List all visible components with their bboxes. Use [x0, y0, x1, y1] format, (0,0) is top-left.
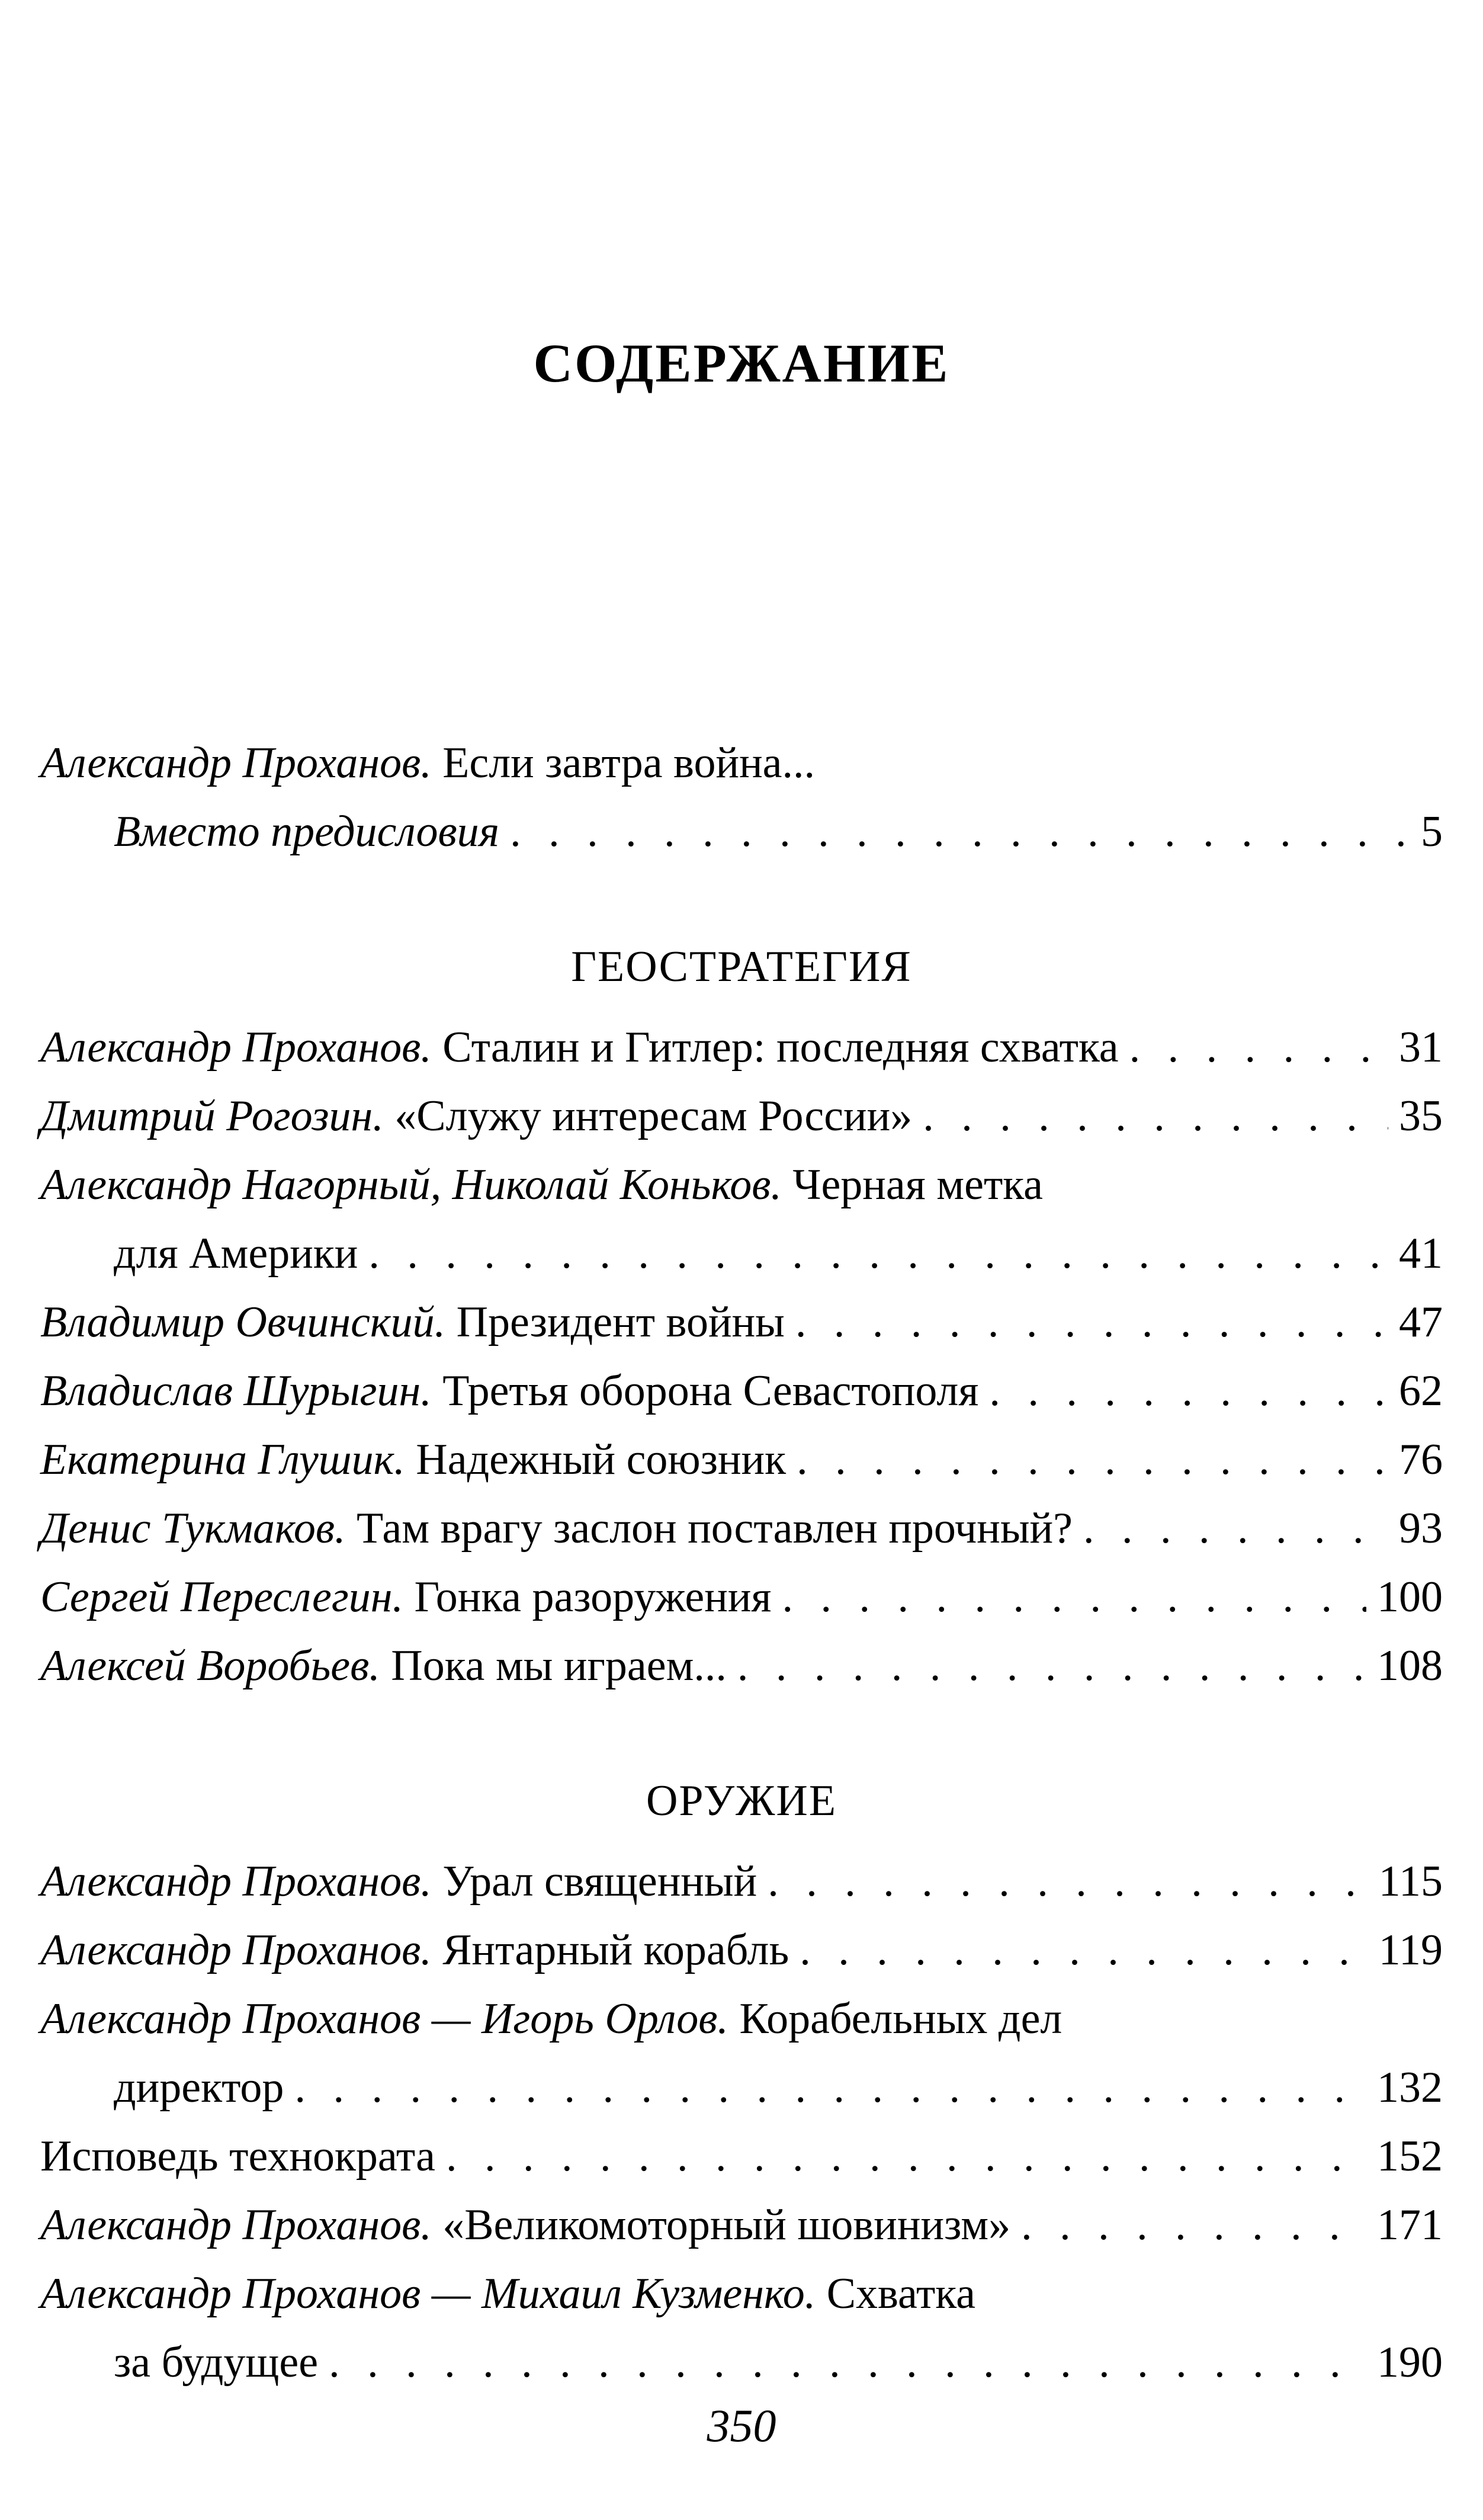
toc-entry-page: 47: [1399, 1298, 1443, 1346]
toc-entry: [40, 1425, 1443, 1494]
section-heading-geostrategy: ГЕОСТРАТЕГИЯ: [571, 942, 912, 991]
toc-entry-page: 152: [1377, 2132, 1443, 2181]
toc-entry-line: [40, 1494, 1443, 1563]
dot-leader: [737, 1631, 1366, 1700]
toc-entry-title: «Служу интересам России»: [394, 1092, 913, 1140]
toc-entry-continuation: за будущее: [114, 2338, 319, 2387]
dot-leader: [1021, 2191, 1366, 2259]
toc-entry-author: Денис Тукмаков.: [40, 1504, 346, 1553]
page-title: СОДЕРЖАНИЕ: [533, 333, 950, 393]
toc-entry-last-line: [40, 1219, 1443, 1288]
toc-entry: [40, 2191, 1443, 2259]
toc-entry-first-line: [40, 729, 1443, 797]
toc-entry-space: [380, 1631, 391, 1700]
toc-entry-line: [40, 1563, 1443, 1631]
toc-entry-subtitle: Вместо предисловия: [114, 807, 500, 856]
toc-entry-continuation: директор: [114, 2063, 284, 2112]
toc-entry-space: [816, 2259, 827, 2328]
section-gap: [40, 866, 1443, 932]
toc-entry-space: [432, 1357, 443, 1425]
toc-entry-line: [40, 2191, 1443, 2259]
dot-leader: [368, 1219, 1388, 1288]
toc-entry-space: [432, 1916, 443, 1984]
toc-entry: [40, 1563, 1443, 1631]
toc-entry-page: 35: [1399, 1092, 1443, 1140]
page-number: 350: [707, 2400, 776, 2451]
toc-entry-line: [40, 1288, 1443, 1357]
toc-entry-title: Корабельных дел: [739, 1995, 1063, 2043]
dot-leader: [768, 1847, 1368, 1916]
toc-entry-title: Президент войны: [456, 1298, 785, 1346]
dot-leader: [795, 1288, 1388, 1357]
toc-entry-space: [728, 1984, 740, 2053]
toc-entry-title: Исповедь технократа: [40, 2132, 435, 2181]
toc-entry-continuation: для Америки: [114, 1229, 358, 1278]
toc-entry: [40, 1082, 1443, 1150]
toc-entry-author: Александр Нагорный, Николай Коньков.: [40, 1160, 782, 1209]
toc-entry-page: 108: [1377, 1641, 1443, 1690]
toc-entry-space: [432, 1013, 443, 1082]
toc-entry-space: [782, 1150, 793, 1219]
toc-entry-line: [40, 1357, 1443, 1425]
toc-entry-author: Сергей Переслегин.: [40, 1573, 403, 1621]
toc-entry-author: Александр Проханов — Михаил Кузменко.: [40, 2269, 816, 2318]
toc-entry: [40, 1288, 1443, 1357]
dot-leader: [294, 2053, 1366, 2122]
toc-entry-page: 5: [1421, 807, 1443, 856]
toc-entry-page: 62: [1399, 1367, 1443, 1415]
toc-entry-title: Пока мы играем...: [391, 1641, 727, 1690]
dot-leader: [510, 797, 1410, 866]
toc-entry: [40, 1357, 1443, 1425]
toc-entry-last-line: [40, 797, 1443, 866]
toc-entry-title: Сталин и Гитлер: последняя схватка: [442, 1023, 1119, 1072]
toc-entry-author: Александр Проханов.: [40, 1926, 432, 1974]
toc-entry-author: Александр Проханов.: [40, 2201, 432, 2249]
toc-entry-line: [40, 1916, 1443, 1984]
toc-entry-space: [432, 729, 443, 797]
toc-entry-author: Владислав Шурыгин.: [40, 1367, 432, 1415]
toc-entry-line: [40, 1082, 1443, 1150]
toc-entry-space: [432, 1847, 443, 1916]
toc-entry-author: Алексей Воробьев.: [40, 1641, 380, 1690]
toc-entry: [40, 1013, 1443, 1082]
toc-entry: [40, 1847, 1443, 1916]
toc-entry-page: 171: [1377, 2201, 1443, 2249]
toc-entry-line: [40, 1013, 1443, 1082]
toc-entry-page: 115: [1378, 1857, 1443, 1906]
toc-entry-title: Янтарный корабль: [442, 1926, 789, 1974]
section-heading-weapons: ОРУЖИЕ: [646, 1777, 837, 1825]
toc-entry-title: Надежный союзник: [416, 1435, 787, 1484]
dot-leader: [923, 1082, 1388, 1150]
dot-leader: [446, 2122, 1366, 2191]
toc-entry-page: 132: [1377, 2063, 1443, 2112]
toc-entry: [40, 1150, 1443, 1288]
toc-entry-first-line: [40, 1984, 1443, 2053]
toc-entry-space: [445, 1288, 457, 1357]
toc-entry-first-line: [40, 2259, 1443, 2328]
toc-entry-space: [432, 2191, 443, 2259]
toc-entry: [40, 1494, 1443, 1563]
toc-entry-page: 93: [1399, 1504, 1443, 1553]
toc-entry-author: Александр Проханов.: [40, 739, 432, 787]
toc-entry-title: Урал священный: [442, 1857, 757, 1906]
heading-gap: [40, 1001, 1443, 1013]
toc-entry-title: Третья оборона Севастополя: [442, 1367, 979, 1415]
toc-entry-preface: [40, 729, 1443, 866]
table-of-contents: [40, 729, 1443, 2397]
toc-entry-author: Александр Проханов.: [40, 1857, 432, 1906]
toc-entry-last-line: [40, 2328, 1443, 2397]
toc-entry-line: [40, 1425, 1443, 1494]
toc-entry-page: 119: [1378, 1926, 1443, 1974]
toc-entry-author: Александр Проханов — Игорь Орлов.: [40, 1995, 728, 2043]
toc-entry-title: Схватка: [826, 2269, 975, 2318]
toc-entry: [40, 2122, 1443, 2191]
toc-entry-page: 190: [1377, 2338, 1443, 2387]
toc-entry-last-line: [40, 2053, 1443, 2122]
toc-entry-space: [405, 1425, 416, 1494]
dot-leader: [1083, 1494, 1388, 1563]
toc-entry-title: «Великомоторный шовинизм»: [442, 2201, 1011, 2249]
toc-entry-page: 31: [1399, 1023, 1443, 1072]
toc-entry-author: Владимир Овчинский.: [40, 1298, 446, 1346]
toc-entry-line: [40, 1631, 1443, 1700]
dot-leader: [989, 1357, 1388, 1425]
toc-entry-space: [345, 1494, 357, 1563]
toc-entry-line: [40, 1847, 1443, 1916]
toc-entry: [40, 1916, 1443, 1984]
dot-leader: [1129, 1013, 1388, 1082]
toc-entry-page: 41: [1399, 1229, 1443, 1278]
dot-leader: [800, 1916, 1368, 1984]
toc-entry-title: Гонка разоружения: [414, 1573, 772, 1621]
dot-leader: [329, 2328, 1366, 2397]
toc-entry-title: Черная метка: [792, 1160, 1043, 1209]
toc-entry-line: [40, 2122, 1443, 2191]
toc-entry-author: Александр Проханов.: [40, 1023, 432, 1072]
toc-entry-author: Екатерина Глушик.: [40, 1435, 405, 1484]
heading-gap: [40, 1835, 1443, 1847]
toc-entry-title: Там врагу заслон поставлен прочный?: [356, 1504, 1073, 1553]
toc-entry-first-line: [40, 1150, 1443, 1219]
toc-entry: [40, 2259, 1443, 2397]
toc-entry: [40, 1631, 1443, 1700]
toc-entry-author: Дмитрий Рогозин.: [40, 1092, 384, 1140]
toc-entry: [40, 1984, 1443, 2122]
section-gap: [40, 1700, 1443, 1766]
toc-entry-page: 76: [1399, 1435, 1443, 1484]
toc-entry-space: [403, 1563, 415, 1631]
toc-entry-space: [384, 1082, 395, 1150]
dot-leader: [797, 1425, 1388, 1494]
toc-entry-title: Если завтра война...: [442, 739, 816, 787]
toc-entry-page: 100: [1377, 1573, 1443, 1621]
dot-leader: [782, 1563, 1366, 1631]
